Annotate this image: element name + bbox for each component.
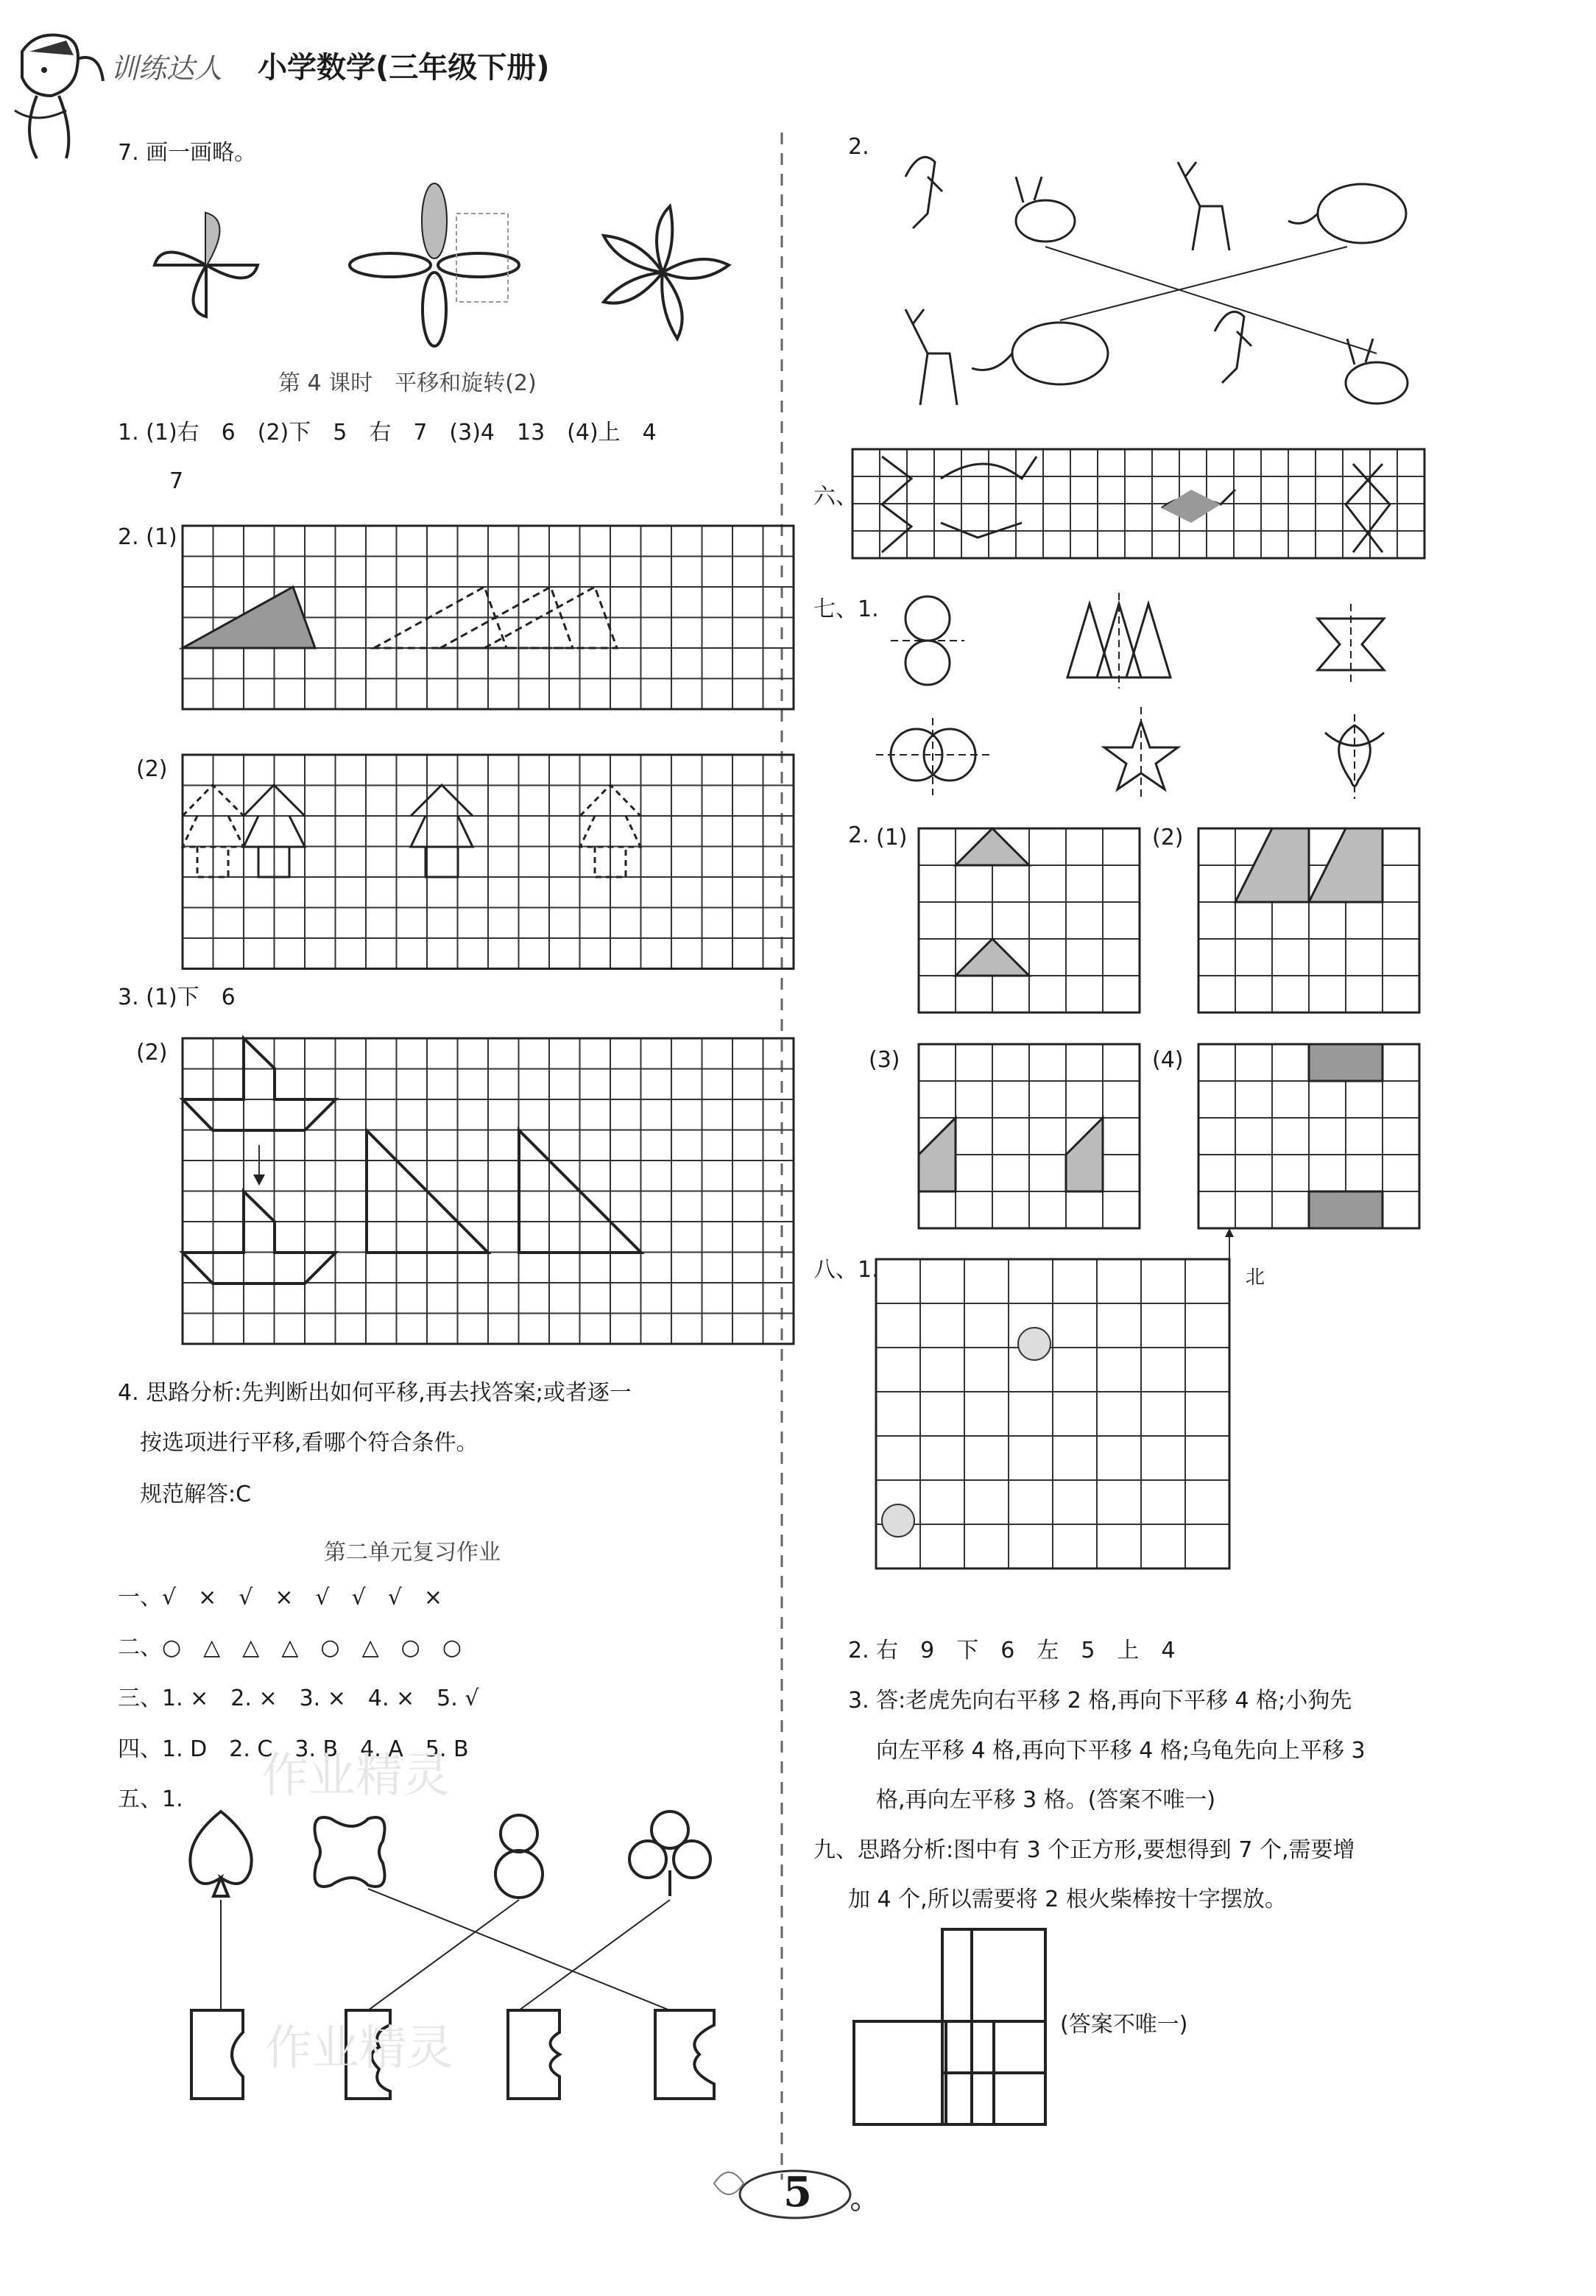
q1-line1: 1. (1)右 6 (2)下 5 右 7 (3)4 13 (4)上 4 — [118, 420, 657, 446]
q3-1-label: 3. (1)下 6 — [118, 985, 236, 1010]
brand-logo: 训练达人 — [110, 52, 223, 85]
q2-1-label: 2. (1) — [118, 524, 177, 550]
s7-2-label: 2. — [848, 823, 869, 848]
page-number: 5 — [783, 2168, 812, 2216]
grid-q2-1 — [183, 526, 830, 710]
grid-q2-2 — [183, 755, 830, 968]
q4-line2: 按选项进行平移,看哪个符合条件。 — [140, 1430, 479, 1456]
grid-panel-2 — [1198, 828, 1427, 1020]
review-row-5: 五、1. — [118, 1786, 183, 1812]
review-row-4: 四、1. D 2. C 3. B 4. A 5. B — [118, 1736, 469, 1762]
grid-panel-3 — [919, 1044, 1147, 1236]
s9-line1: 九、思路分析:图中有 3 个正方形,要想得到 7 个,需要增 — [813, 1837, 1355, 1863]
s8-2-text: 2. 右 9 下 6 左 5 上 4 — [848, 1638, 1176, 1663]
panel-4-label: (4) — [1152, 1047, 1184, 1073]
watermark-1: 作业精灵 — [261, 1749, 450, 1803]
mascot-icon — [7, 22, 110, 162]
s7-1-label: 七、1. — [813, 596, 879, 622]
pinwheel-figure-3 — [589, 199, 736, 346]
q7-text: 7. 画一画略。 — [118, 140, 257, 166]
panel-1-label: (1) — [876, 825, 908, 851]
north-label: 北 — [1246, 1267, 1265, 1289]
s9-note: (答案不唯一) — [1060, 2012, 1188, 2038]
right-q2-label: 2. — [848, 134, 869, 160]
review-row-1: 一、√ × √ × √ √ √ × — [118, 1585, 442, 1610]
lesson-title: 第 4 课时 平移和旋转(2) — [278, 370, 537, 396]
s8-3-line3: 格,再向左平移 3 格。(答案不唯一) — [876, 1787, 1216, 1813]
grid-panel-1 — [919, 828, 1147, 1020]
s6-label: 六、 — [813, 484, 858, 510]
q1-line2: 7 — [169, 468, 184, 494]
grid-q3 — [183, 1038, 830, 1337]
pinwheel-figure-1 — [140, 199, 272, 331]
animals-matching-figure — [876, 133, 1428, 420]
s8-1-label: 八、1. — [813, 1257, 879, 1283]
pinwheel-figure-2 — [346, 184, 523, 346]
matchstick-figure — [847, 1922, 1067, 2135]
grid-map — [876, 1259, 1259, 1620]
review-row-2: 二、○ △ △ △ ○ △ ○ ○ — [118, 1635, 462, 1661]
matching-figure — [169, 1797, 758, 2106]
review-row-3: 三、1. × 2. × 3. × 4. × 5. √ — [118, 1686, 479, 1711]
grid-panel-4 — [1198, 1044, 1427, 1236]
panel-2-label: (2) — [1152, 825, 1184, 851]
grid-s6 — [852, 449, 1427, 574]
s8-3-line2: 向左平移 4 格,再向下平移 4 格;乌龟先向上平移 3 — [876, 1738, 1366, 1764]
s9-line2: 加 4 个,所以需要将 2 根火柴棒按十字摆放。 — [848, 1887, 1287, 1912]
q4-line1: 4. 思路分析:先判断出如何平移,再去找答案;或者逐一 — [118, 1380, 632, 1406]
panel-3-label: (3) — [869, 1047, 900, 1073]
watermark-2: 作业精灵 — [265, 2021, 453, 2076]
q3-2-label: (2) — [136, 1040, 168, 1066]
q2-2-label: (2) — [136, 756, 168, 782]
s8-3-line1: 3. 答:老虎先向右平移 2 格,再向下平移 4 格;小狗先 — [848, 1688, 1352, 1714]
q4-answer: 规范解答:C — [140, 1482, 252, 1507]
header-title: 小学数学(三年级下册) — [258, 51, 550, 85]
unit-review-title: 第二单元复习作业 — [324, 1540, 501, 1566]
symmetry-figures — [876, 589, 1436, 803]
